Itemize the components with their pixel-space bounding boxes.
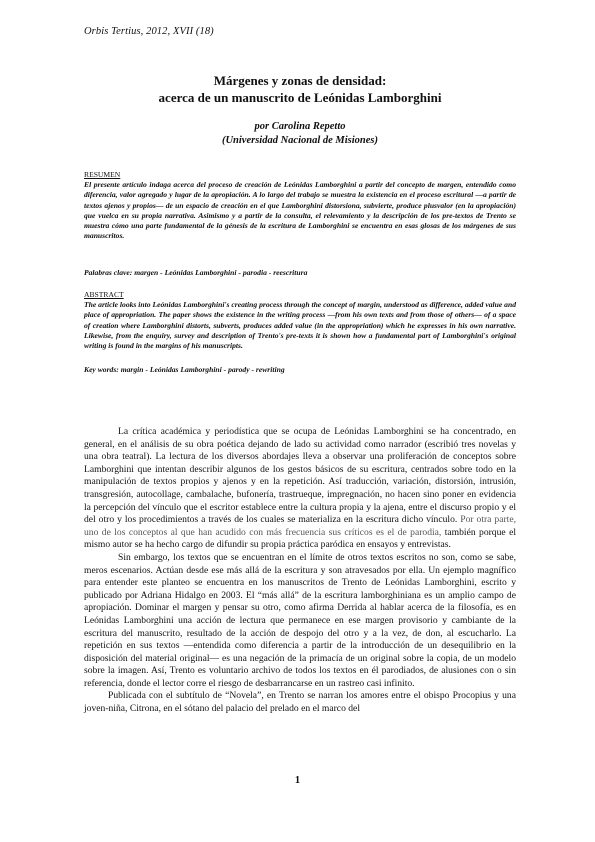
resumen-text: El presente artículo indaga acerca del proceso de creación de Leónidas Lamborghini a partir del concepto de margen, entendido como diferencia, valor agregado y lugar de la apropiación. A lo largo del trabajo se muestra la existencia en el proceso escritural —a partir de textos ajenos y propios— de un espacio de creación en el que Lamborghini distorsiona, subvierte, produce plusvalor (en la apropiación) que vuelca en su propia narrativa. Asimismo y a partir de la consulta, el relevamiento y la descripción de los pre-textos de Trento se muestra cómo una parte fundamental de la génesis de la escritura de Lamborghini se encuentra en esas glosas de los márgenes de sus manuscritos.	[84, 180, 516, 241]
abstract-label: ABSTRACT	[84, 290, 124, 299]
palabras-clave: Palabras clave: margen - Leónidas Lamborghini - parodia - reescritura	[84, 268, 308, 277]
body-paragraph-3: Publicada con el subtítulo de “Novela”, en Trento se narran los amores entre el obispo Procopius y una joven-niña, Citrona, en el sótano del palacio del prelado en el marco del	[84, 690, 516, 715]
abstract-text: The article looks into Leónidas Lamborghini's creating process through the concept of margin, understood as difference, added value and place of appropriation. The paper shows the existence in the writing process —from his own texts and from those of others— of a space of creation where Lamborghini distorts, subverts, produces added value (in the appropriation) which he expresses in his own narrative. Likewise, from the enquiry, survey and description of Trento's pre-texts it is shown how a fundamental part of Lamborghini's original writing is found in the margins of his manuscripts.	[84, 300, 516, 351]
body-paragraph-1	[84, 426, 516, 552]
body-paragraph-2: Sin embargo, los textos que se encuentran en el límite de otros textos escritos no son, como se sabe, meros escenarios. Actúan desde ese más allá de la escritura y son atravesados por ella. Un ejemplo magnífico para entender este planteo se encuentra en los manuscritos de Trento de Leónidas Lamborghini, escrito y publicado por Adriana Hidalgo en 2003. El “más allá” de la escritura lamborghiniana es un amplio campo de apropiación. Dominar el margen y pensar su otro, como afirma Derrida al hablar acerca de la filosofía, es en Leónidas Lamborghini una acción de lectura que permanece en ese margen provisorio y cambiante de la escritura del manuscrito, resultado de la acción de despojo del otro y a la vez, de don, al escucharlo. La repetición en sus textos —entendida como diferencia a partir de la introducción de un desequilibrio en la disposición del material original— es una negación de la primacía de un original sobre la copia, de un modelo sobre la imagen. Así, Trento es voluntario archivo de todos los textos en él parodiados, de alusiones con o sin referencia, donde el lector corre el riesgo de desbarrancarse en un rastreo casi infinito.	[84, 551, 516, 689]
body-paragraph-1-text: La crítica académica y periodística que se ocupa de Leónidas Lamborghini se ha concentrado, en general, en el análisis de su obra poética dejando de lado su actividad como narrador (escribió tres novelas y una obra teatral). La lectura de los diversos abordajes lleva a observar una proliferación de conceptos sobre Lamborghini que intentan describir algunos de los gestos básicos de su escritura, centrados sobre todo en la manipulación de textos propios y ajenos y en la repetición. Así traducción, variación, distorsión, intrusión, transgresión, autocollage, cambalache, bufonería, trastrueque, impregnación, no hacen sino poner en evidencia la percepción del vínculo que el escritor establece entre la cultura propia y la ajena, entre el discurso propio y el del otro y los procedimientos a través de los cuales se materializa en la escritura dicho vínculo.	[84, 426, 516, 526]
key-words: Key words: margin - Leónidas Lamborghini - parody - rewriting	[84, 365, 285, 374]
resumen-label: RESUMEN	[84, 170, 121, 179]
journal-header: Orbis Tertius, 2012, XVII (18)	[84, 26, 214, 37]
article-title	[60, 72, 540, 106]
page-number: 1	[294, 775, 301, 786]
author-affiliation: (Universidad Nacional de Misiones)	[221, 135, 379, 146]
body-paragraph-1-end: también porque el mismo autor se ha hecho cargo de difundir su propia práctica paródica en ensayos y entrevistas.	[84, 526, 516, 551]
resumen-section	[84, 170, 516, 241]
author-name: por Carolina Repetto	[254, 121, 346, 132]
author-block	[60, 120, 540, 148]
title-line-2: acerca de un manuscrito de Leónidas Lamborghini	[158, 90, 442, 105]
article-body	[84, 426, 516, 716]
body-paragraph-1-gray-text: Por otra parte, uno de los conceptos al que han acudido con más frecuencia sus críticos es el de parodia,	[84, 514, 516, 538]
abstract-section	[84, 290, 516, 351]
title-line-1: Márgenes y zonas de densidad:	[213, 73, 387, 88]
